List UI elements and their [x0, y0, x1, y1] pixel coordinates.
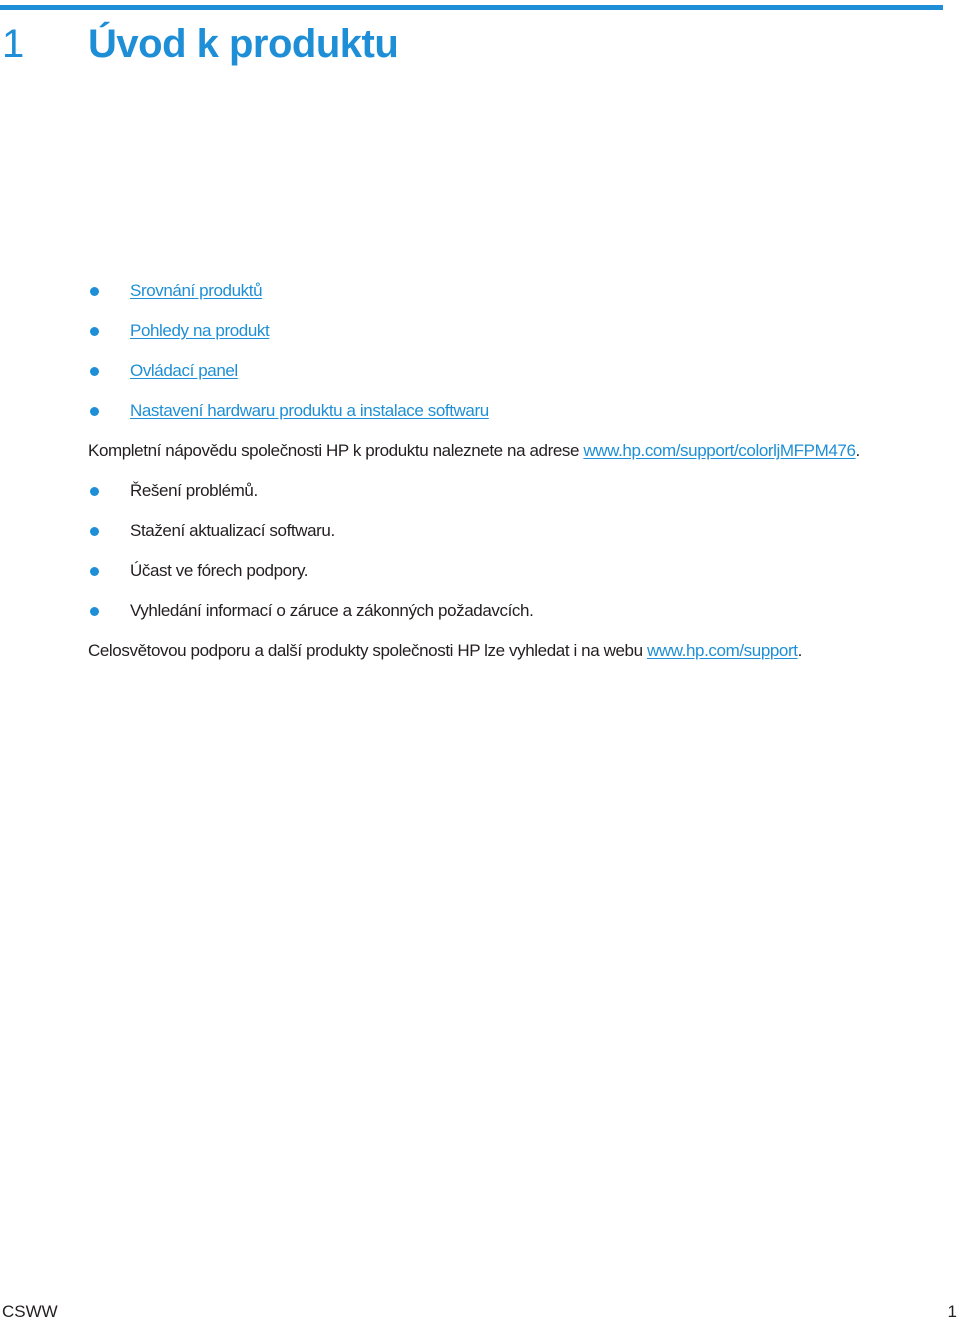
chapter-content	[88, 278, 948, 678]
bullet-icon	[90, 367, 99, 376]
list-item	[88, 558, 948, 598]
help-item-troubleshooting: Řešení problémů.	[130, 481, 258, 500]
bullet-icon	[90, 527, 99, 536]
list-item	[88, 518, 948, 558]
bullet-icon	[90, 607, 99, 616]
help-item-software-updates: Stažení aktualizací softwaru.	[130, 521, 335, 540]
chapter-title: Úvod k produktu	[88, 22, 399, 66]
link-hardware-setup[interactable]: Nastavení hardwaru produktu a instalace softwaru	[130, 401, 489, 420]
list-item	[88, 278, 948, 318]
global-support-link[interactable]: www.hp.com/support	[646, 641, 798, 660]
bullet-icon	[90, 487, 99, 496]
footer-page-number: 1	[947, 1302, 957, 1321]
chapter-number: 1	[2, 22, 25, 66]
bullet-icon	[90, 327, 99, 336]
top-rule	[0, 5, 943, 10]
list-item	[88, 598, 948, 638]
support-paragraph-suffix: .	[797, 641, 802, 660]
bullet-icon	[90, 567, 99, 576]
support-paragraph-text: Celosvětovou podporu a další produkty společnosti HP lze vyhledat i na webu	[88, 641, 647, 660]
list-item	[88, 398, 948, 438]
list-item	[88, 478, 948, 518]
help-paragraph-text: Kompletní nápovědu společnosti HP k produktu naleznete na adrese	[88, 441, 584, 460]
help-item-warranty-info: Vyhledání informací o záruce a zákonných požadavcích.	[130, 601, 534, 620]
link-product-comparison[interactable]: Srovnání produktů	[130, 281, 263, 300]
list-item	[88, 358, 948, 398]
help-item-support-forums: Účast ve fórech podpory.	[130, 561, 309, 580]
help-support-link[interactable]: www.hp.com/support/colorljMFPM476	[583, 441, 856, 460]
list-item	[88, 318, 948, 358]
footer-doc-code: CSWW	[2, 1302, 58, 1321]
bullet-icon	[90, 407, 99, 416]
help-paragraph-suffix: .	[855, 441, 860, 460]
bullet-icon	[90, 287, 99, 296]
support-paragraph	[88, 638, 948, 678]
link-control-panel[interactable]: Ovládací panel	[130, 361, 238, 380]
link-product-views[interactable]: Pohledy na produkt	[130, 321, 270, 340]
help-paragraph	[88, 438, 948, 478]
